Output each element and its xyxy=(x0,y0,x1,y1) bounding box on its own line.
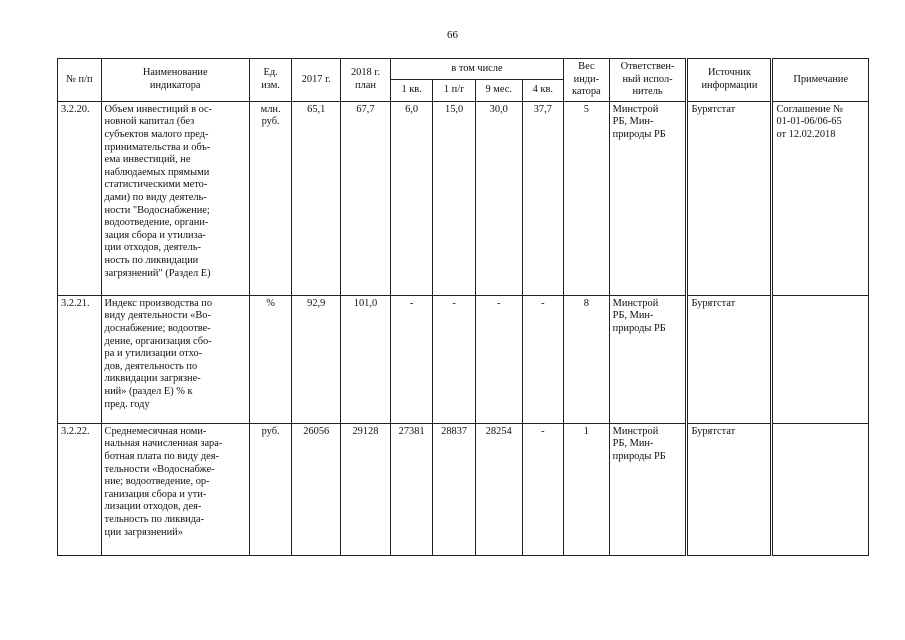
note-cell xyxy=(772,295,869,423)
value-2017: 92,9 xyxy=(292,295,341,423)
page-number: 66 xyxy=(447,29,458,41)
note-cell xyxy=(772,423,869,555)
header-2018-plan: 2018 г. план xyxy=(341,59,391,102)
weight-cell: 5 xyxy=(564,101,610,295)
value-q1: 6,0 xyxy=(390,101,433,295)
value-2017: 65,1 xyxy=(292,101,341,295)
value-2017: 26056 xyxy=(292,423,341,555)
value-9m: 30,0 xyxy=(475,101,522,295)
value-q4: 37,7 xyxy=(522,101,564,295)
header-unit: Ед. изм. xyxy=(249,59,292,102)
indicators-table xyxy=(57,58,869,556)
source-cell: Бурятстат xyxy=(687,295,772,423)
weight-cell: 1 xyxy=(564,423,610,555)
indicator-name: Среднемесячная номи- нальная начисленная зара- ботная плата по виду дея- тельности «Водоснабже- ние; водоотведение, ор- ганизация сбора и ути- лизации отходов, дея- тельность по ликвида- ции загрязнений» xyxy=(101,423,249,555)
table-row xyxy=(58,101,869,295)
row-num: 3.2.21. xyxy=(58,295,102,423)
indicator-name: Объем инвестиций в ос- новной капитал (без субъектов малого пред- принимательства и объ- ема инвестиций, не наблюдаемых прямыми статистическими мето- дами) по виду деятель- ности "Водоснабжение; водоотведение, органи- зация сбора и утилиза- ции отходов, деятель- ность по ликвидации загрязнений" (Раздел Е) xyxy=(101,101,249,295)
header-responsible: Ответствен- ный испол- нитель xyxy=(609,59,687,102)
row-num: 3.2.20. xyxy=(58,101,102,295)
value-q4: - xyxy=(522,295,564,423)
header-2017: 2017 г. xyxy=(292,59,341,102)
header-weight: Вес инди- катора xyxy=(564,59,610,102)
value-h1: - xyxy=(433,295,476,423)
unit-cell: % xyxy=(249,295,292,423)
weight-cell: 8 xyxy=(564,295,610,423)
header-q1: 1 кв. xyxy=(390,80,433,101)
value-q1: 27381 xyxy=(390,423,433,555)
indicator-name: Индекс производства по виду деятельности «Во- доснабжение; водоотве- дение, организация сбо- ра и утилизации отхо- дов, деятельность по ликвидации загрязне- ний» (раздел Е) % к пред. году xyxy=(101,295,249,423)
value-q1: - xyxy=(390,295,433,423)
header-num: № п/п xyxy=(58,59,102,102)
responsible-cell: Минстрой РБ, Мин- природы РБ xyxy=(609,295,687,423)
responsible-cell: Минстрой РБ, Мин- природы РБ xyxy=(609,423,687,555)
unit-cell: млн. руб. xyxy=(249,101,292,295)
value-9m: - xyxy=(475,295,522,423)
header-row xyxy=(58,59,869,80)
header-9m: 9 мес. xyxy=(475,80,522,101)
responsible-cell: Минстрой РБ, Мин- природы РБ xyxy=(609,101,687,295)
value-h1: 28837 xyxy=(433,423,476,555)
header-note: Примечание xyxy=(772,59,869,102)
value-2018: 101,0 xyxy=(341,295,391,423)
header-q4: 4 кв. xyxy=(522,80,564,101)
note-cell: Соглашение № 01-01-06/06-65 от 12.02.2018 xyxy=(772,101,869,295)
value-h1: 15,0 xyxy=(433,101,476,295)
header-source: Источник информации xyxy=(687,59,772,102)
source-cell: Бурятстат xyxy=(687,423,772,555)
row-num: 3.2.22. xyxy=(58,423,102,555)
value-2018: 29128 xyxy=(341,423,391,555)
header-including: в том числе xyxy=(390,59,563,80)
table-row xyxy=(58,295,869,423)
header-name: Наименование индикатора xyxy=(101,59,249,102)
value-9m: 28254 xyxy=(475,423,522,555)
source-cell: Бурятстат xyxy=(687,101,772,295)
value-2018: 67,7 xyxy=(341,101,391,295)
header-h1: 1 п/г xyxy=(433,80,476,101)
table-row xyxy=(58,423,869,555)
value-q4: - xyxy=(522,423,564,555)
unit-cell: руб. xyxy=(249,423,292,555)
